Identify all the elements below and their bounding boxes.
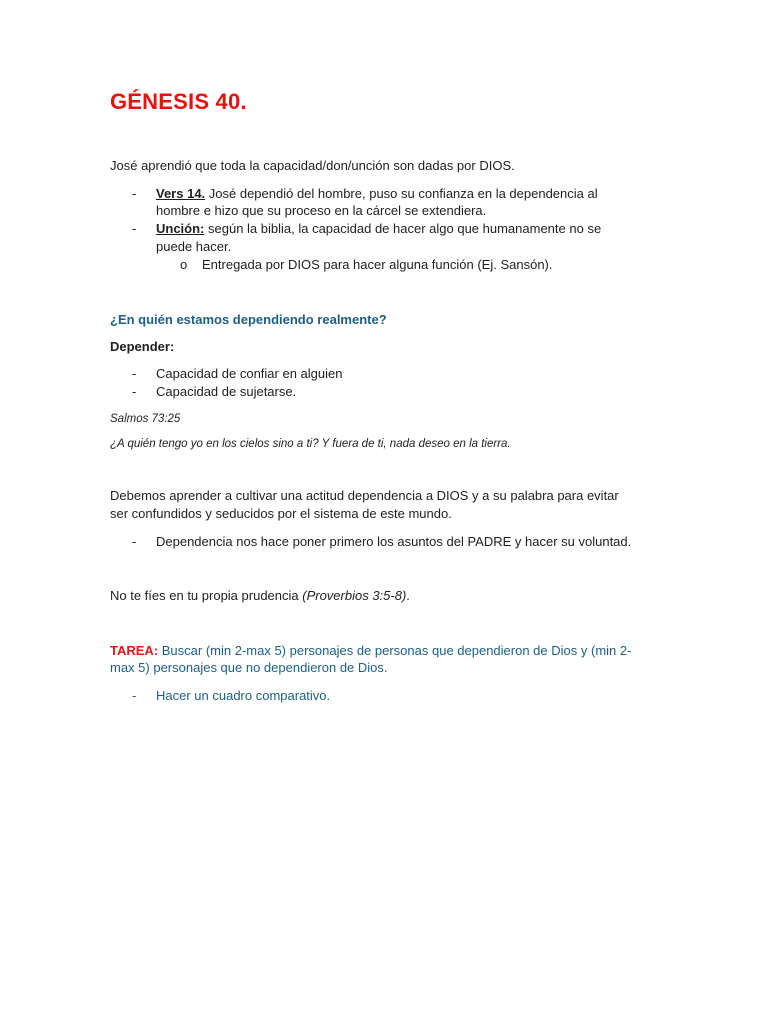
bullet-dash: - [132,688,137,703]
list-item: Capacidad de sujetarse. [156,384,297,399]
task-list-item: Hacer un cuadro comparativo. [156,688,331,703]
uncion-label: Unción: [156,221,205,236]
sub-list-item: Entregada por DIOS para hacer alguna función (Ej. Sansón). [202,257,553,272]
psalm-reference: Salmos 73:25 [110,413,181,425]
task-text-continued: max 5) personajes que no dependieron de Dios. [110,660,388,675]
bullet-dash: - [132,384,137,399]
vers14-text: José dependió del hombre, puso su confianza en la dependencia al [205,186,598,201]
vers14-text-continued: hombre e hizo que su proceso en la cárcel se extendiera. [156,203,487,218]
task-line [110,642,631,660]
psalm-quote: ¿A quién tengo yo en los cielos sino a ti? Y fuera de ti, nada deseo en la tierra. [110,438,511,450]
list-item: Capacidad de confiar en alguien [156,366,343,381]
bullet-dash: - [132,534,137,549]
page-title: GÉNESIS 40. [110,89,247,114]
task-label: TAREA: [110,643,159,658]
list-item-uncion [156,220,601,238]
proverbs-reference: (Proverbios 3:5-8) [302,588,407,603]
prudence-end: . [406,588,410,603]
prudence-line [110,587,410,605]
bullet-dash: - [132,186,137,201]
bullet-dash: - [132,221,137,236]
list-item: Dependencia nos hace poner primero los asuntos del PADRE y hacer su voluntad. [156,534,632,549]
bullet-dash: - [132,366,137,381]
uncion-text-continued: puede hacer. [156,239,232,254]
depender-heading: Depender: [110,339,175,354]
paragraph-line: ser confundidos y seducidos por el sistema de este mundo. [110,506,452,521]
question-heading: ¿En quién estamos dependiendo realmente? [110,312,387,327]
paragraph-line: Debemos aprender a cultivar una actitud dependencia a DIOS y a su palabra para evitar [110,488,619,503]
uncion-text: según la biblia, la capacidad de hacer algo que humanamente no se [204,221,602,236]
intro-paragraph: José aprendió que toda la capacidad/don/unción son dadas por DIOS. [110,158,515,173]
prudence-text: No te fíes en tu propia prudencia [110,588,303,603]
vers14-label: Vers 14. [156,186,206,201]
bullet-circle: o [180,257,188,272]
task-text: Buscar (min 2-max 5) personajes de personas que dependieron de Dios y (min 2- [158,643,632,658]
list-item-vers14 [156,185,598,203]
